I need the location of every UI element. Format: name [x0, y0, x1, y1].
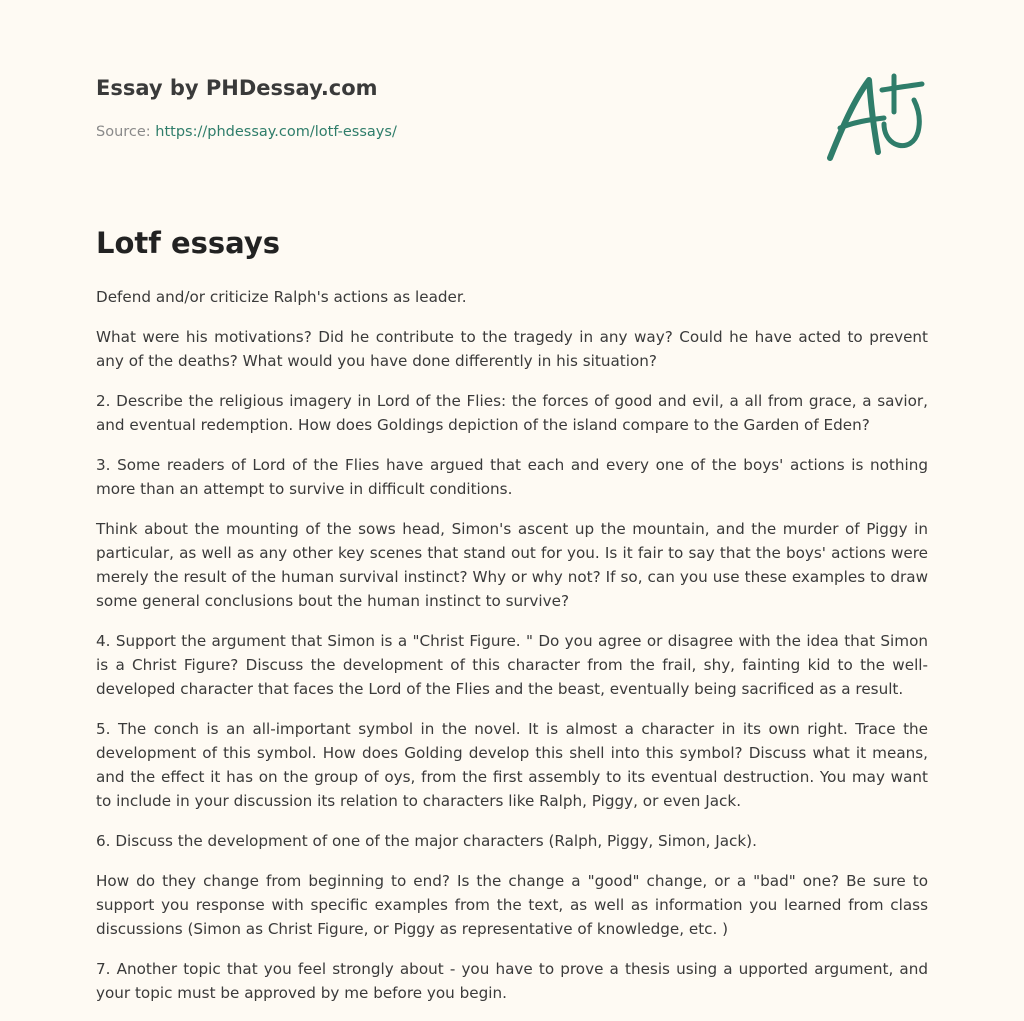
essay-paragraph: How do they change from beginning to end? Is the change a "good" change, or a "bad" one? Be sure to support you response with specific examples from the text, as well as information you learned from class discussions (Simon as Christ Figure, or Piggy as representative of knowledge, etc. ): [96, 872, 928, 938]
source-label: Source:: [96, 124, 151, 140]
essay-paragraph: 6. Discuss the development of one of the major characters (Ralph, Piggy, Simon, Jack).: [96, 832, 757, 850]
essay-paragraph: 3. Some readers of Lord of the Flies have argued that each and every one of the boys' actions is nothing more than an attempt to survive in difficult conditions.: [96, 456, 928, 498]
essay-title: Lotf essays: [96, 226, 281, 260]
essay-paragraph: 2. Describe the religious imagery in Lord of the Flies: the forces of good and evil, a all from grace, a savior, and eventual redemption. How does Goldings depiction of the island compare to the Garden of Eden?: [96, 392, 928, 434]
source-link[interactable]: https://phdessay.com/lotf-essays/: [155, 124, 397, 140]
essay-paragraph: Defend and/or criticize Ralph's actions as leader.: [96, 288, 467, 306]
a-plus-logo-icon: [822, 68, 928, 164]
essay-paragraph: 4. Support the argument that Simon is a "Christ Figure. " Do you agree or disagree with the idea that Simon is a Christ Figure? Discuss the development of this character from the frail, shy, fainting kid to the well-developed character that faces the Lord of the Flies and the beast, eventually being sacrificed as a result.: [96, 632, 928, 698]
source-line: [96, 124, 397, 140]
essay-paragraph: 7. Another topic that you feel strongly about - you have to prove a thesis using a upported argument, and your topic must be approved by me before you begin.: [96, 960, 928, 1002]
essay-body: [96, 285, 928, 1021]
essay-paragraph: Think about the mounting of the sows head, Simon's ascent up the mountain, and the murder of Piggy in particular, as well as any other key scenes that stand out for you. Is it fair to say that the boys' actions were merely the result of the human survival instinct? Why or why not? If so, can you use these examples to draw some general conclusions bout the human instinct to survive?: [96, 520, 928, 610]
site-title: Essay by PHDessay.com: [96, 76, 378, 100]
essay-paragraph: 5. The conch is an all-important symbol in the novel. It is almost a character in its own right. Trace the development of this symbol. How does Golding develop this shell into this symbol? Discuss what it means, and the effect it has on the group of oys, from the first assembly to its eventual destruction. You may want to include in your discussion its relation to characters like Ralph, Piggy, or even Jack.: [96, 720, 928, 810]
essay-paragraph: What were his motivations? Did he contribute to the tragedy in any way? Could he have acted to prevent any of the deaths? What would you have done differently in his situation?: [96, 328, 928, 370]
